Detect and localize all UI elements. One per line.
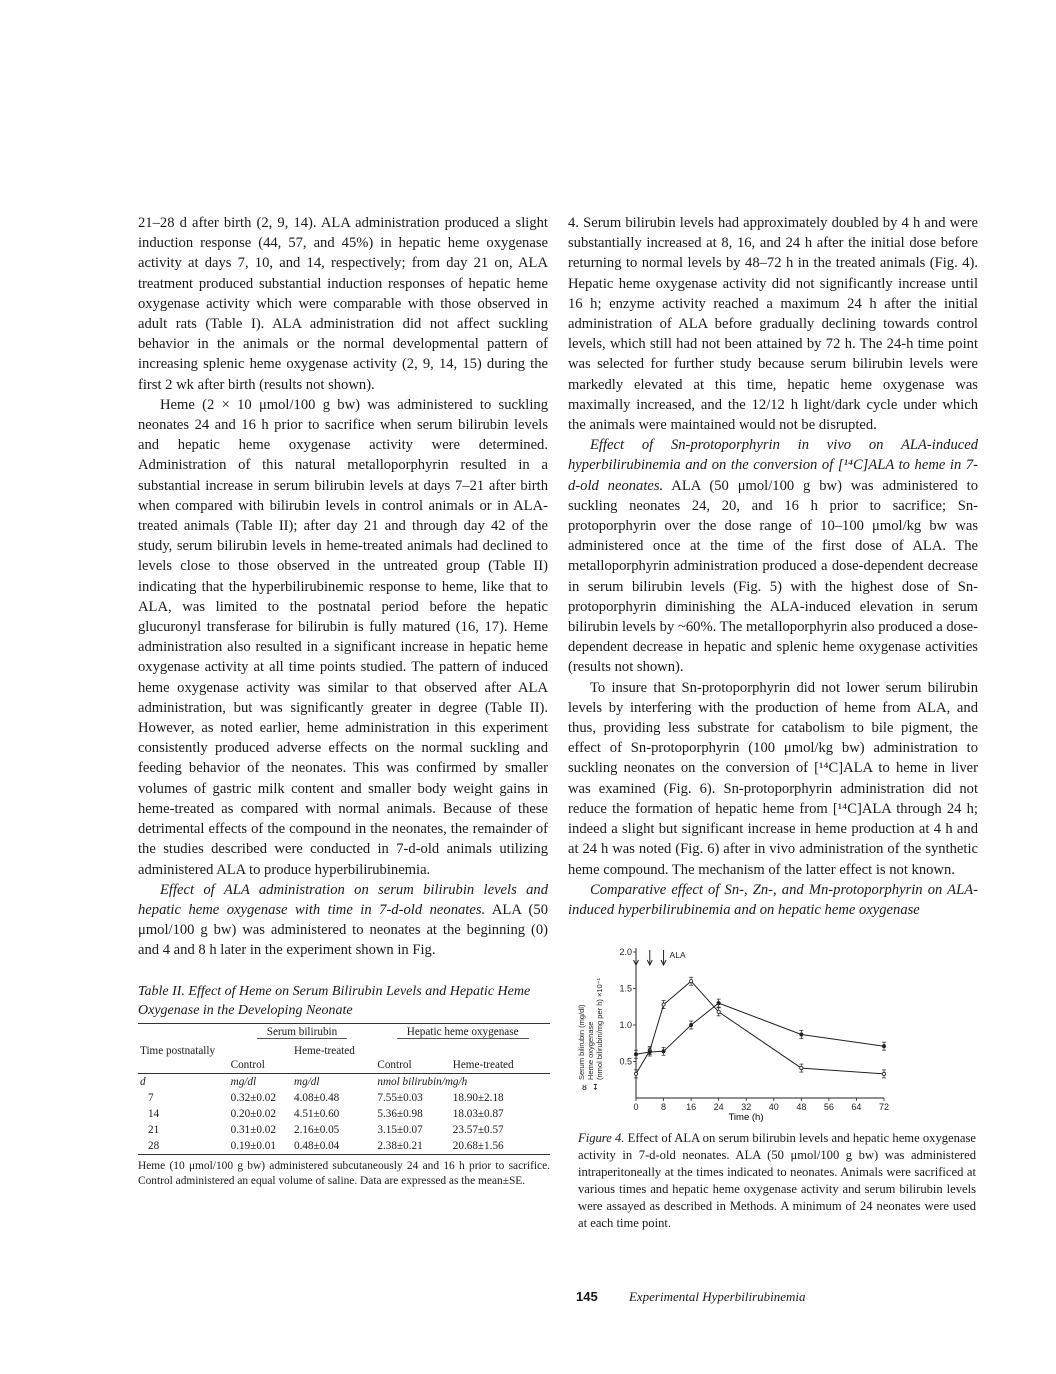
data-point: [662, 1003, 665, 1006]
page-number: 145: [576, 1289, 598, 1304]
running-title: Experimental Hyperbilirubinemia: [628, 1289, 806, 1304]
x-tick-label: 56: [823, 1102, 834, 1112]
unit-cell: nmol bilirubin/mg/h: [377, 1076, 468, 1088]
data-marks: [634, 977, 886, 1078]
data-point: [648, 1050, 651, 1053]
col-header-heme-treated: Heme-treated: [452, 1059, 514, 1071]
x-tick-label: 48: [796, 1102, 807, 1112]
data-point: [662, 1050, 665, 1053]
data-point: [690, 980, 693, 983]
paragraph: Heme (2 × 10 μmol/100 g bw) was administered to suckling neonates 24 and 16 h prior to sacrifice when serum bilirubin levels and hepatic heme oxygenase activity were determined. Administration of this natural metalloporphyrin resulted in a substantial increase in serum bilirubin levels at days 7–21 after birth when compared with bilirubin levels in control animals or in ALA-treated animals (Table II); after day 21 and through day 42 of the study, serum bilirubin levels in heme-treated animals had declined to levels close to those observed in the untreated group (Table II) indicating that the hyperbilirubinemic response to heme, like that to ALA, was limited to the postnatal period before the hepatic glucuronyl transferase for bilirubin is fully matured (16, 17). Heme administration also resulted in a significant increase in hepatic heme oxygenase activity at all time points studied. The pattern of induced heme oxygenase activity was similar to that observed after ALA administration, but was significantly greater in degree (Table II). However, as noted earlier, heme administration in this experiment consistently produced adverse effects on the normal suckling and feeding behavior of the neonates. This was confirmed by smaller volumes of gastric milk content and smaller body weight gains in heme-treated as compared with normal animals. Because of these detrimental effects of the compound in the neonates, the remainder of the studies described were conducted in 7-d-old animals utilizing administered ALA to produce hyperbilirubinemia.: [138, 396, 548, 878]
table-caption: Table II. Effect of Heme on Serum Bilirubin Levels and Hepatic Heme Oxygenase in the Developing Neonate: [138, 984, 531, 1018]
col-header-control: Control: [377, 1059, 412, 1071]
paragraph-body: ALA (50 μmol/100 g bw) was administered to suckling neonates 24, 20, and 16 h prior to sacrifice; Sn-protoporphyrin over the dose range of 10–100 μmol/kg bw was administered once at the time of the first dose of ALA. The metalloporphyrin administration produced a dose-dependent decrease in serum bilirubin levels (Fig. 5) with the highest dose of Sn-protoporphyrin diminishing the ALA-induced elevation in serum bilirubin levels by ~60%. The metalloporphyrin also produced a dose-dependent decrease in hepatic and splenic heme oxygenase activities (results not shown).: [568, 477, 978, 676]
left-column: [138, 213, 548, 961]
unit-cell: mg/dl: [293, 1076, 320, 1088]
data-point: [882, 1045, 885, 1048]
y-tick-label: 1.0: [619, 1020, 632, 1030]
figure-4-chart: [574, 940, 904, 1125]
col-header-time: Time postnatally: [140, 1045, 216, 1057]
section-heading: Effect of ALA administration on serum bilirubin levels and hepatic heme oxygenase with time in 7-d-old neonates.: [138, 881, 548, 918]
paragraph: 21–28 d after birth (2, 9, 14). ALA administration produced a slight induction response (44, 57, and 45%) in hepatic heme oxygenase activity at days 7, 10, and 14, respectively; from day 21 on, ALA treatment produced substantial induction responses of hepatic heme oxygenase activity which were comparable with those observed in adult rats (Table I). ALA administration did not affect suckling behavior in the animals or the normal developmental pattern of increasing splenic heme oxygenase activity (2, 9, 14, 15) during the first 2 wk after birth (results not shown).: [138, 215, 548, 393]
x-tick-label: 40: [768, 1102, 779, 1112]
section-heading: Comparative effect of Sn-, Zn-, and Mn-protoporphyrin on ALA-induced hyperbilirubinemia and on hepatic heme oxygenase: [568, 881, 978, 918]
paragraph-body: ALA (50 μmol/100 g bw) was administered to neonates at the beginning (0) and 4 and 8 h later in the experiment shown in Fig.: [138, 901, 549, 959]
table-row: 28 0.19±0.01 0.48±0.04 2.38±0.21 20.68±1.56: [138, 1138, 550, 1155]
x-tick-label: 0: [633, 1102, 639, 1112]
series-line-2: [636, 1003, 884, 1054]
ala-annotation: ALA: [669, 950, 686, 960]
right-column: [568, 213, 978, 920]
table-row: 7 0.32±0.02 4.08±0.48 7.55±0.03 18.90±2.18: [148, 1092, 504, 1104]
page-footer: [576, 1289, 806, 1305]
group-header-heme-oxygenase: Hepatic heme oxygenase: [397, 1026, 529, 1039]
axes: [619, 947, 889, 1112]
x-tick-label: 16: [686, 1102, 697, 1112]
data-point: [634, 1053, 637, 1056]
y-tick-label: 2.0: [619, 947, 632, 957]
data-point: [634, 1072, 637, 1075]
y-axis-label: (nmol bilirubin/mg per h) ×10⁻¹: [595, 977, 604, 1080]
paragraph: [568, 435, 978, 677]
legend-marker-bilirubin: ȣ: [582, 1083, 587, 1092]
data-point: [717, 1002, 720, 1005]
table-ii: [138, 982, 550, 1189]
data-table: [138, 1023, 550, 1155]
x-tick-label: 8: [661, 1102, 667, 1112]
figure-caption: [578, 1130, 976, 1232]
paragraph: 4. Serum bilirubin levels had approximately doubled by 4 h and were substantially increased at 8, 16, and 24 h after the initial dose before returning to normal levels by 48–72 h in the treated animals (Fig. 4). Hepatic heme oxygenase activity did not significantly increase until 16 h; enzyme activity reached a maximum 24 h after the initial administration of ALA before gradually declining towards control levels, which still had not been attained by 72 h. The 24-h time point was selected for further study because serum bilirubin levels were markedly elevated at this time, hepatic heme oxygenase was maximally increased, and the 12/12 h light/dark cycle under which the animals were maintained would not be disrupted.: [568, 215, 978, 434]
data-point: [717, 1010, 720, 1013]
col-header-control: Control: [230, 1059, 265, 1071]
x-tick-label: 72: [878, 1102, 890, 1112]
legend-marker-heme-oxygenase: ↧: [592, 1083, 599, 1092]
x-tick-label: 32: [741, 1102, 752, 1112]
y-tick-label: 1.5: [619, 983, 632, 994]
y-tick-label: 0.5: [619, 1056, 632, 1067]
x-tick-label: 24: [713, 1102, 724, 1112]
table-footnote: Heme (10 μmol/100 g bw) administered subcutaneously 24 and 16 h prior to sacrifice. Control administered an equal volume of saline. Data are expressed as the mean±SE.: [138, 1160, 550, 1187]
table-row: 14 0.20±0.02 4.51±0.60 5.36±0.98 18.03±0.87: [148, 1108, 504, 1120]
caption-text: Effect of ALA on serum bilirubin levels and hepatic heme oxygenase activity in 7-d-old neonates. ALA (50 μmol/100 g bw) was administered intraperitoneally at the times indicated to neonates. Animals were sacrificed at various times and hepatic heme oxygenase activity and serum bilirubin levels were assayed as described in Methods. A minimum of 24 neonates were used at each time point.: [578, 1131, 977, 1230]
paragraph: To insure that Sn-protoporphyrin did not lower serum bilirubin levels by interfering with the production of heme from ALA, and thus, providing less substrate for catabolism to bile pigment, the effect of Sn-protoporphyrin (100 μmol/kg bw) administration to suckling neonates on the conversion of [¹⁴C]ALA to heme in liver was examined (Fig. 6). Sn-protoporphyrin administration did not reduce the formation of hepatic heme from [¹⁴C]ALA through 24 h; indeed a slight but significant increase in heme production at 4 h and at 24 h was noted (Fig. 6) after in vivo administration of the synthetic heme compound. The mechanism of the latter effect is not known.: [568, 679, 978, 878]
unit-cell: d: [140, 1076, 146, 1088]
data-point: [882, 1072, 885, 1075]
x-tick-label: 64: [851, 1102, 862, 1112]
y-axis-label: Serum bilirubin (mg/dl): [577, 1004, 586, 1080]
table-row: 21 0.31±0.02 2.16±0.05 3.15±0.07 23.57±0.57: [148, 1124, 504, 1136]
paragraph: [138, 880, 548, 961]
unit-cell: mg/dl: [230, 1076, 257, 1088]
group-header-serum: Serum bilirubin: [257, 1026, 348, 1039]
series-line-1: [636, 981, 884, 1074]
x-axis-label: Time (h): [728, 1112, 764, 1123]
figure-label: Figure 4.: [578, 1131, 625, 1145]
data-point: [690, 1023, 693, 1026]
section-heading: Effect of Sn-protoporphyrin in vivo on ALA-induced hyperbilirubinemia and on the conversion of [¹⁴C]ALA to heme in 7-d-old neonates.: [568, 437, 978, 494]
y-axis-label: Heme oxygenase: [586, 1021, 595, 1080]
data-point: [800, 1066, 803, 1069]
col-header-heme-treated: Heme-treated: [293, 1045, 355, 1057]
data-point: [800, 1033, 803, 1036]
